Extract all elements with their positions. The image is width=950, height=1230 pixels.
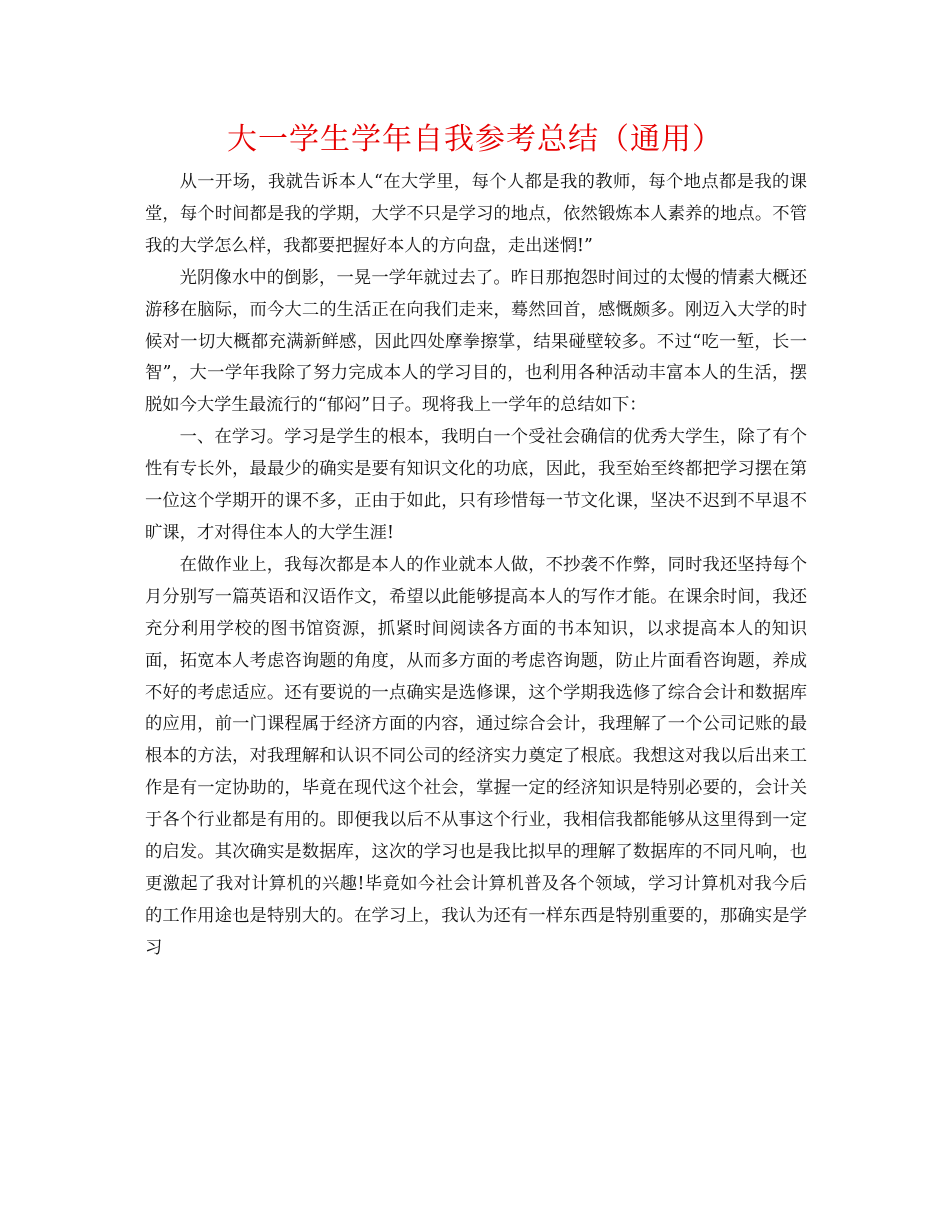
- paragraph-4: 在做作业上，我每次都是本人的作业就本人做，不抄袭不作弊，同时我还坚持每个月分别写一篇英语和汉语作文，希望以此能够提高本人的写作才能。在课余时间，我还充分利用学校的图书馆资源，抓紧时间阅读各方面的书本知识，以求提高本人的知识面，拓宽本人考虑咨询题的角度，从而多方面的考虑咨询题，防止片面看咨询题，养成不好的考虑适应。还有要说的一点确实是选修课，这个学期我选修了综合会计和数据库的应用，前一门课程属于经济方面的内容，通过综合会计，我理解了一个公司记账的最根本的方法，对我理解和认识不同公司的经济实力奠定了根底。我想这对我以后出来工作是有一定协助的，毕竟在现代这个社会，掌握一定的经济知识是特别必要的，会计关于各个行业都是有用的。即便我以后不从事这个行业，我相信我都能够从这里得到一定的启发。其次确实是数据库，这次的学习也是我比拟早的理解了数据库的不同凡响，也更激起了我对计算机的兴趣!毕竟如今社会计算机普及各个领域，学习计算机对我今后的工作用途也是特别大的。在学习上，我认为还有一样东西是特别重要的，那确实是学习: [145, 554, 807, 958]
- paragraph-3: 一、在学习。学习是学生的根本，我明白一个受社会确信的优秀大学生，除了有个性有专长外，最最少的确实是要有知识文化的功底，因此，我至始至终都把学习摆在第一位这个学期开的课不多，正由于如此，只有珍惜每一节文化课，坚决不迟到不早退不旷课，才对得住本人的大学生涯!: [145, 427, 807, 543]
- paragraph-2: 光阴像水中的倒影，一晃一学年就过去了。昨日那抱怨时间过的太慢的情素大概还游移在脑际，而今大二的生活正在向我们走来，蓦然回首，感慨颇多。刚迈入大学的时候对一切大概都充满新鲜感，因此四处摩拳擦掌，结果碰壁较多。不过“吃一堑，长一智”，大一学年我除了努力完成本人的学习目的，也利用各种活动丰富本人的生活，摆脱如今大学生最流行的“郁闷”日子。现将我上一学年的总结如下：: [145, 267, 807, 416]
- document-body: [145, 167, 807, 965]
- paragraph-1: 从一开场，我就告诉本人“在大学里，每个人都是我的教师，每个地点都是我的课堂，每个时间都是我的学期，大学不只是学习的地点，依然锻炼本人素养的地点。不管我的大学怎么样，我都要把握好本人的方向盘，走出迷惘!”: [145, 172, 807, 256]
- document-title: 大一学生学年自我参考总结（通用）: [227, 122, 723, 157]
